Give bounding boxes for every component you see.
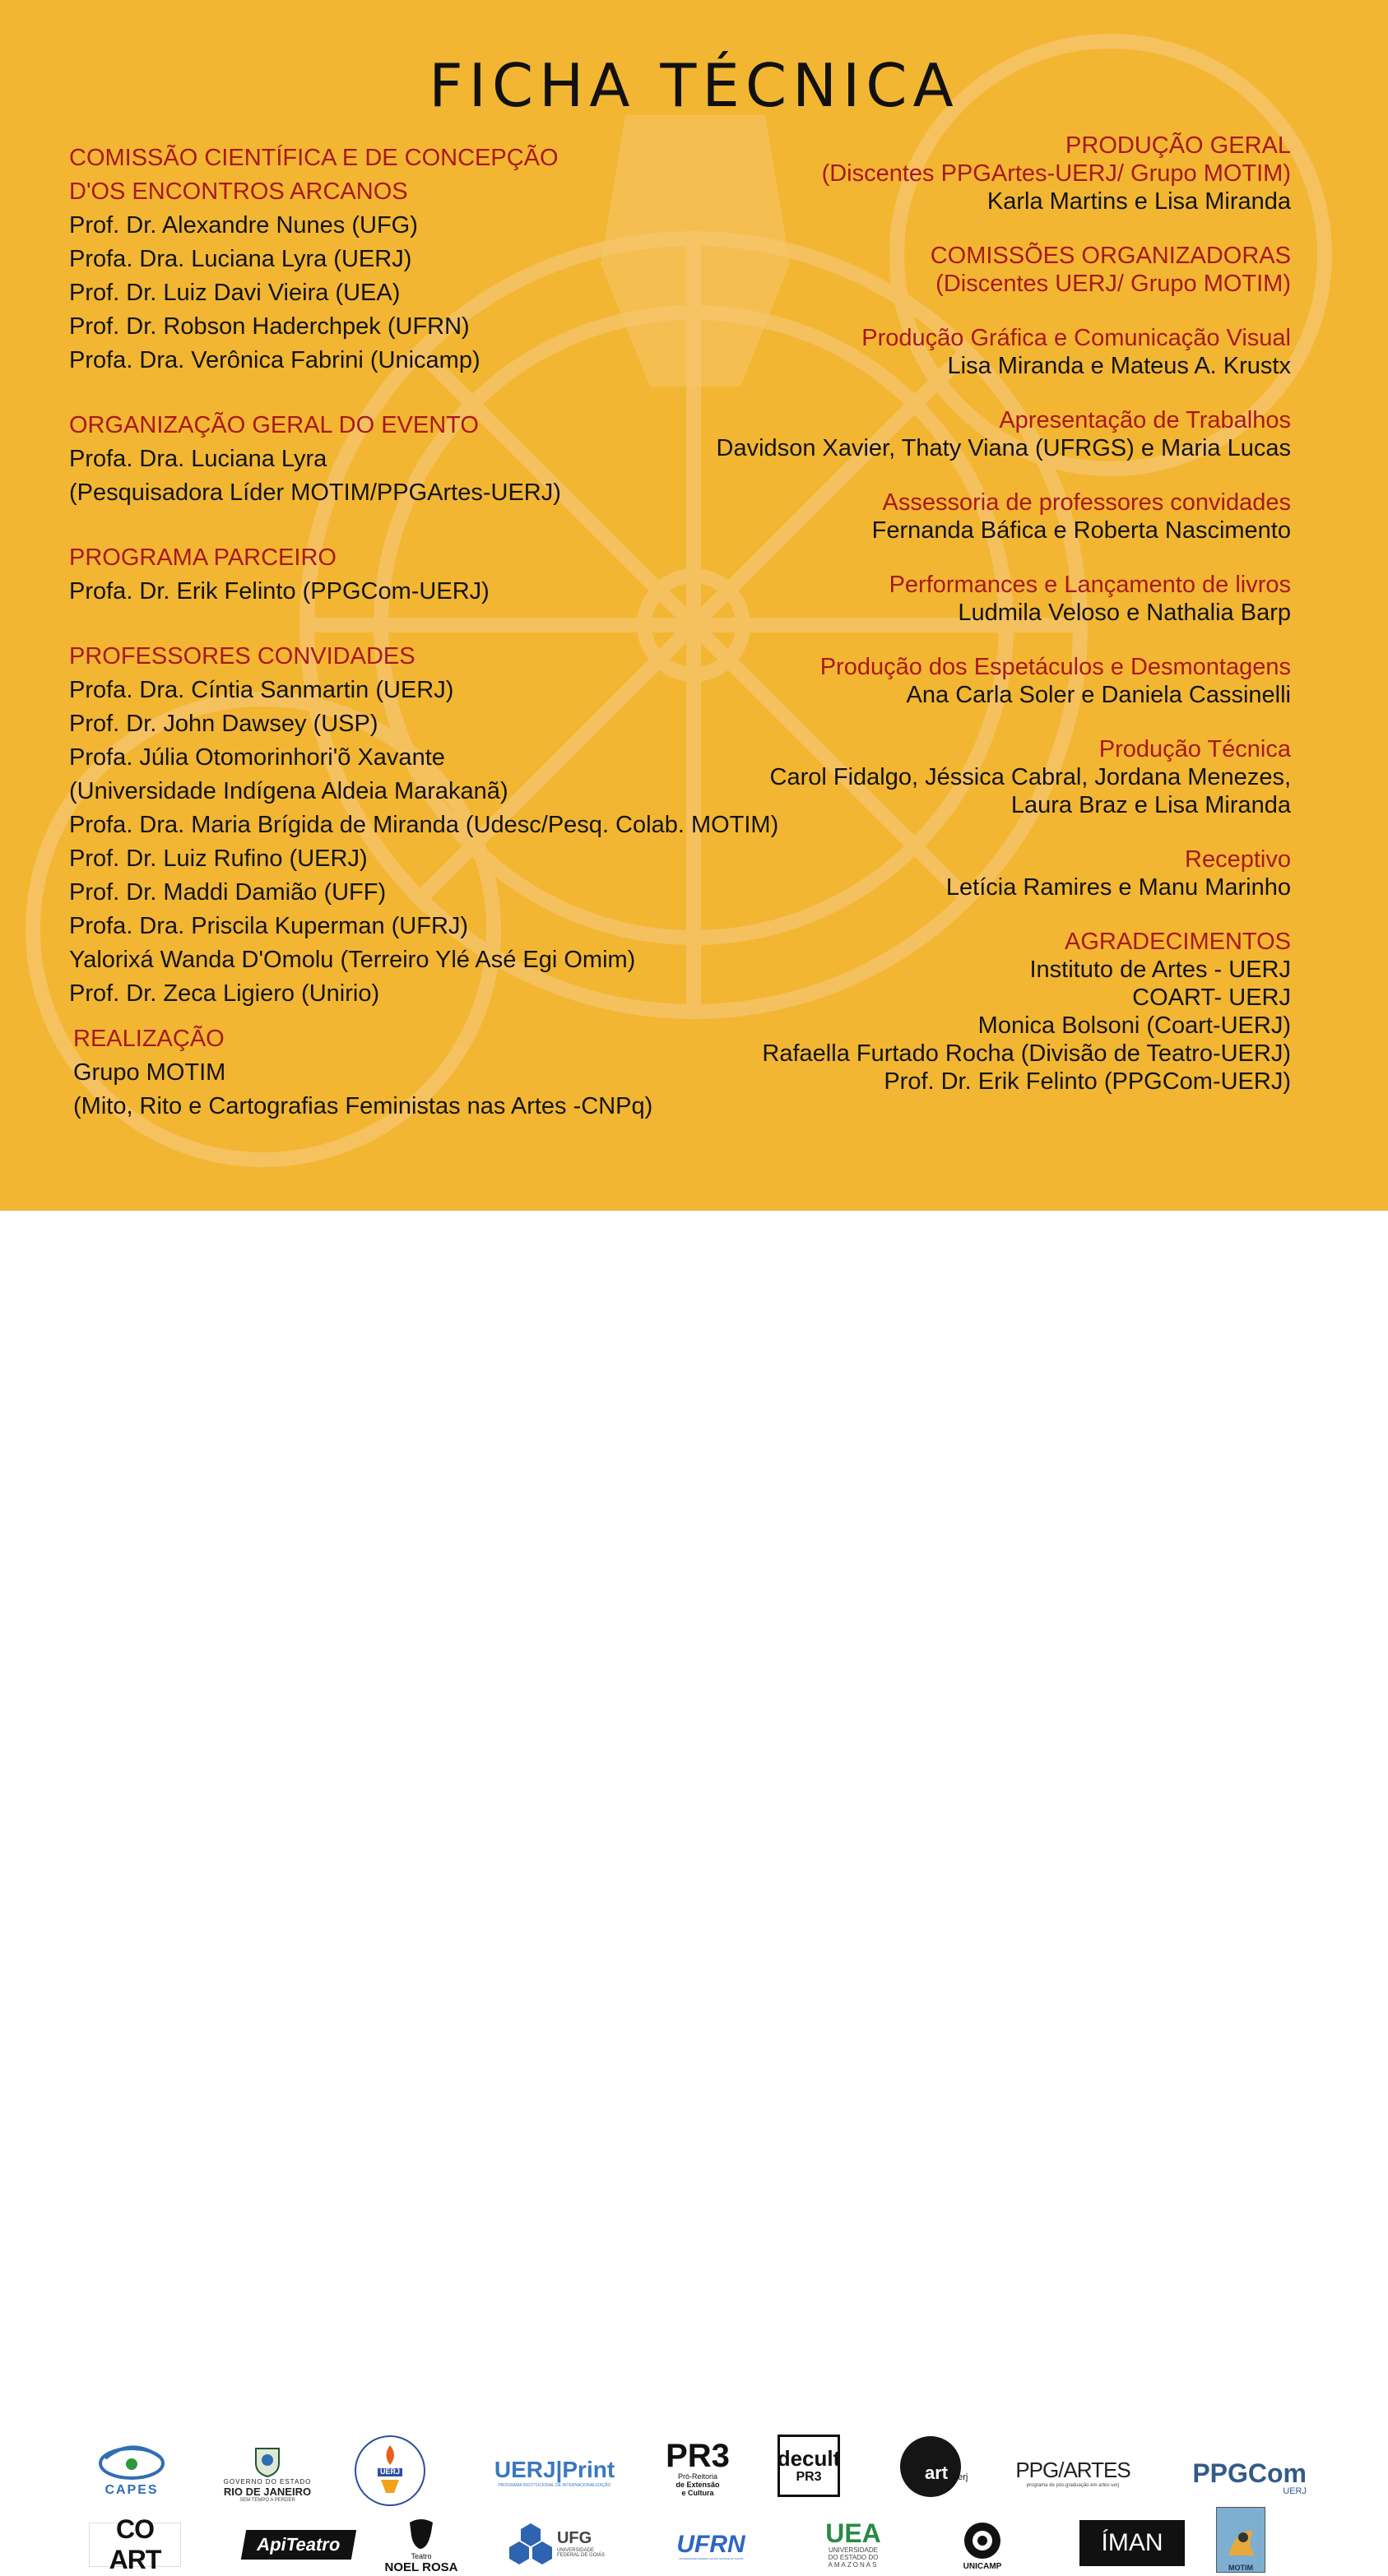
pr3-sub-2: de Extensão bbox=[675, 2481, 720, 2489]
left-column bbox=[69, 141, 779, 1124]
motim-figure-icon bbox=[1220, 2523, 1261, 2564]
pr3-logo bbox=[658, 2435, 737, 2502]
capes-logo bbox=[92, 2435, 171, 2504]
uea-sub-3: AMAZONAS bbox=[828, 2560, 879, 2569]
list-item: Karla Martins e Lisa Miranda bbox=[986, 188, 1291, 215]
page-title: FICHA TÉCNICA bbox=[429, 51, 959, 120]
uea-logo bbox=[816, 2517, 890, 2571]
right-section bbox=[666, 846, 1291, 901]
section-heading: Receptivo bbox=[1185, 846, 1291, 873]
uerj-label: UERJ bbox=[379, 2467, 400, 2476]
motim-label: MOTIM bbox=[1228, 2564, 1253, 2572]
list-item: Fernanda Báfica e Roberta Nascimento bbox=[871, 517, 1291, 544]
unicamp-icon bbox=[959, 2519, 1005, 2562]
right-column bbox=[666, 132, 1291, 1096]
section-heading: PROGRAMA PARCEIRO bbox=[69, 544, 337, 571]
uerj-print-sub: PROGRAMA INSTITUCIONAL DE INTERNACIONALIZAÇÃO bbox=[498, 2483, 611, 2488]
capes-icon bbox=[97, 2440, 166, 2483]
uerj-print-logo bbox=[479, 2454, 630, 2490]
coart-label: CO ART bbox=[109, 2514, 161, 2574]
list-item: Profa. Dra. Priscila Kuperman (UFRJ) bbox=[69, 913, 469, 939]
ppgartes-logo bbox=[1015, 2449, 1130, 2495]
list-item: Yalorixá Wanda D'Omolu (Terreiro Ylé Asé Egi Omim) bbox=[69, 947, 636, 973]
ppgcom-sub: UERJ bbox=[1283, 2486, 1307, 2496]
decult-logo bbox=[778, 2435, 840, 2497]
uea-sub-1: UNIVERSIDADE bbox=[828, 2546, 878, 2554]
list-item: Prof. Dr. Maddi Damião (UFF) bbox=[69, 879, 387, 906]
uea-sub-2: DO ESTADO DO bbox=[828, 2553, 879, 2561]
iman-label: ÍMAN bbox=[1101, 2529, 1163, 2556]
noel-rosa-portrait-icon bbox=[403, 2516, 439, 2552]
section-heading: Produção Técnica bbox=[1098, 736, 1291, 762]
ppgartes-sub: programa de pós-graduação em artes uerj bbox=[1026, 2482, 1120, 2488]
uerj-logo bbox=[352, 2433, 428, 2509]
ufrn-logo bbox=[668, 2530, 754, 2563]
unicamp-label: UNICAMP bbox=[963, 2561, 1002, 2571]
motim-logo bbox=[1216, 2507, 1265, 2573]
pr3-sub-1: Pró-Reitoria bbox=[677, 2472, 717, 2481]
section-heading: ORGANIZAÇÃO GERAL DO EVENTO bbox=[69, 412, 479, 438]
section-programa bbox=[69, 541, 727, 609]
ufg-hexagon-icon bbox=[508, 2520, 554, 2566]
rj-name-label: RIO DE JANEIRO bbox=[223, 2486, 312, 2498]
list-item: Profa. Dra. Cíntia Sanmartin (UERJ) bbox=[69, 677, 454, 703]
list-item: (Pesquisadora Líder MOTIM/PPGArtes-UERJ) bbox=[69, 480, 561, 506]
section-heading: Produção Gráfica e Comunicação Visual bbox=[861, 325, 1291, 351]
section-heading: COMISSÃO CIENTÍFICA E DE CONCEPÇÃO bbox=[69, 145, 559, 171]
art-label: art bbox=[925, 2462, 949, 2483]
ufrn-sub: UNIVERSIDADE FEDERAL DO RIO GRANDE DO NORTE bbox=[678, 2557, 744, 2560]
list-item: Profa. Júlia Otomorinhori'õ Xavante bbox=[69, 744, 445, 771]
list-item: Rafaella Furtado Rocha (Divisão de Teatro-UERJ) bbox=[762, 1040, 1291, 1067]
list-item: Profa. Dra. Verônica Fabrini (Unicamp) bbox=[69, 347, 480, 373]
section-professores bbox=[69, 640, 779, 1011]
right-section bbox=[666, 132, 1291, 215]
section-heading: Produção dos Espetáculos e Desmontagens bbox=[819, 654, 1291, 680]
list-item: Prof. Dr. Luiz Davi Vieira (UEA) bbox=[69, 280, 401, 306]
iman-logo bbox=[1079, 2520, 1185, 2566]
section-heading: (Discentes PPGArtes-UERJ/ Grupo MOTIM) bbox=[821, 160, 1291, 187]
list-item: Monica Bolsoni (Coart-UERJ) bbox=[977, 1012, 1291, 1039]
right-section bbox=[666, 571, 1291, 627]
rj-government-logo bbox=[216, 2439, 319, 2509]
ppgcom-logo bbox=[1175, 2458, 1307, 2499]
list-item: Profa. Dra. Luciana Lyra bbox=[69, 446, 327, 472]
list-item: (Universidade Indígena Aldeia Marakanã) bbox=[69, 778, 508, 804]
list-item: Grupo MOTIM bbox=[73, 1059, 226, 1086]
coart-logo bbox=[89, 2514, 181, 2574]
sponsor-logos bbox=[0, 1211, 1388, 2574]
section-heading: PRODUÇÃO GERAL bbox=[1065, 132, 1291, 159]
rj-gov-label: GOVERNO DO ESTADO bbox=[223, 2478, 312, 2486]
pr3-label: PR3 bbox=[666, 2438, 730, 2474]
section-heading: REALIZAÇÃO bbox=[73, 1026, 225, 1052]
list-item: COART- UERJ bbox=[1132, 985, 1291, 1011]
ppgartes-label: PPG/ARTES bbox=[1015, 2457, 1130, 2482]
right-section bbox=[666, 406, 1291, 462]
art-sub: uerj bbox=[953, 2472, 968, 2482]
list-item: Prof. Dr. Erik Felinto (PPGCom-UERJ) bbox=[884, 1068, 1291, 1095]
unicamp-logo bbox=[951, 2515, 1014, 2574]
section-heading: Performances e Lançamento de livros bbox=[889, 572, 1291, 598]
list-item: Letícia Ramires e Manu Marinho bbox=[945, 874, 1291, 901]
list-item: (Mito, Rito e Cartografias Feministas nas Artes -CNPq) bbox=[73, 1093, 653, 1119]
right-section bbox=[666, 653, 1291, 709]
noel-name-label: NOEL ROSA bbox=[384, 2560, 458, 2574]
list-item: Instituto de Artes - UERJ bbox=[1029, 957, 1291, 983]
uea-label: UEA bbox=[825, 2518, 881, 2548]
section-organizacao bbox=[69, 409, 727, 510]
section-heading: PROFESSORES CONVIDADES bbox=[69, 643, 415, 669]
section-heading: AGRADECIMENTOS bbox=[1064, 929, 1291, 955]
section-comissao bbox=[69, 141, 727, 378]
decult-label: decult bbox=[777, 2446, 841, 2471]
noel-top-label: Teatro bbox=[411, 2551, 432, 2560]
teatro-noel-rosa-logo bbox=[383, 2513, 459, 2576]
ppgcom-label: PPGCom bbox=[1192, 2458, 1307, 2488]
section-realizacao bbox=[69, 1022, 727, 1124]
list-item: Lisa Miranda e Mateus A. Krustx bbox=[947, 353, 1291, 379]
capes-label: CAPES bbox=[104, 2483, 159, 2497]
section-heading: Apresentação de Trabalhos bbox=[999, 407, 1291, 433]
ufg-logo bbox=[507, 2518, 606, 2568]
art-uerj-logo bbox=[900, 2436, 976, 2499]
list-item: Davidson Xavier, Thaty Viana (UFRGS) e Maria Lucas bbox=[716, 435, 1291, 461]
section-heading: Assessoria de professores convidades bbox=[882, 489, 1291, 516]
list-item: Prof. Dr. Zeca Ligiero (Unirio) bbox=[69, 980, 380, 1007]
list-item: Ana Carla Soler e Daniela Cassinelli bbox=[906, 682, 1291, 708]
list-item: Prof. Dr. Luiz Rufino (UERJ) bbox=[69, 846, 368, 872]
ufg-sub-1: UNIVERSIDADE bbox=[556, 2547, 594, 2553]
right-section bbox=[666, 928, 1291, 1096]
uerj-print-label: UERJ|Print bbox=[494, 2457, 615, 2482]
list-item: Laura Braz e Lisa Miranda bbox=[1010, 792, 1291, 818]
ufg-label: UFG bbox=[556, 2528, 592, 2547]
ufg-sub-2: FEDERAL DE GOIÁS bbox=[556, 2552, 606, 2558]
section-heading: (Discentes UERJ/ Grupo MOTIM) bbox=[935, 271, 1291, 297]
coat-of-arms-icon bbox=[253, 2445, 282, 2478]
list-item: Profa. Dr. Erik Felinto (PPGCom-UERJ) bbox=[69, 578, 490, 605]
section-heading: D'OS ENCONTROS ARCANOS bbox=[69, 178, 408, 205]
list-item: Profa. Dra. Luciana Lyra (UERJ) bbox=[69, 246, 412, 272]
list-item: Profa. Dra. Maria Brígida de Miranda (Udesc/Pesq. Colab. MOTIM) bbox=[69, 812, 779, 838]
apiteatro-logo bbox=[241, 2530, 356, 2560]
pr3-sub-3: e Cultura bbox=[681, 2489, 714, 2497]
list-item: Prof. Dr. John Dawsey (USP) bbox=[69, 711, 378, 737]
list-item: Prof. Dr. Alexandre Nunes (UFG) bbox=[69, 212, 418, 239]
apiteatro-label: ApiTeatro bbox=[255, 2534, 342, 2555]
right-section bbox=[666, 735, 1291, 819]
list-item: Carol Fidalgo, Jéssica Cabral, Jordana Menezes, bbox=[769, 764, 1291, 790]
poster bbox=[0, 0, 1388, 1211]
rj-motto-label: SEM TEMPO A PERDER bbox=[239, 2498, 295, 2503]
list-item: Ludmila Veloso e Nathalia Barp bbox=[958, 600, 1291, 626]
right-section bbox=[666, 242, 1291, 298]
ufrn-label: UFRN bbox=[676, 2531, 745, 2558]
right-section bbox=[666, 324, 1291, 380]
decult-sub: PR3 bbox=[796, 2470, 822, 2484]
right-section bbox=[666, 489, 1291, 544]
section-heading: COMISSÕES ORGANIZADORAS bbox=[930, 243, 1291, 269]
list-item: Prof. Dr. Robson Haderchpek (UFRN) bbox=[69, 313, 470, 340]
